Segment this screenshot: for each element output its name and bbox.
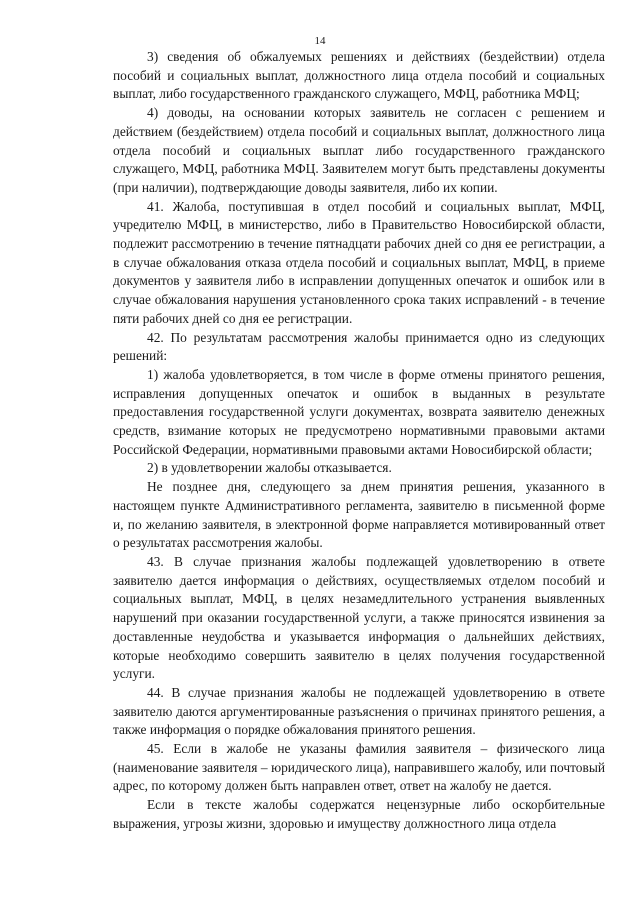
paragraph-item-4: 4) доводы, на основании которых заявитель не согласен с решением и действием (бездействием) отдела пособий и социальных выплат, должностного лица отдела пособий и социальных выплат либо государственного гражданского служащего, МФЦ, работника МФЦ. Заявителем могут быть представлены документы (при наличии), подтверждающие доводы заявителя, либо их копии. bbox=[113, 105, 605, 195]
paragraph-43: 43. В случае признания жалобы подлежащей удовлетворению в ответе заявителю дается информация о действиях, осуществляемых отделом пособий и социальных выплат, МФЦ, в целях незамедлительного устранения выявленных нарушений при оказании государственной услуги, а также приносятся извинения за доставленные неудобства и указывается информация о дальнейших действиях, которые необходимо совершить заявителю в целях получения государственной услуги. bbox=[113, 553, 605, 682]
paragraph-42-item-2: 2) в удовлетворении жалобы отказывается. bbox=[147, 460, 392, 476]
paragraph-41: 41. Жалоба, поступившая в отдел пособий и социальных выплат, МФЦ, учредителю МФЦ, в министерство, либо в Правительство Новосибирской области, подлежит рассмотрению в течение пятнадцати рабочих дней со дня ее регистрации, а в случае обжалования отказа отдела пособий и социальных выплат, МФЦ, в приеме документов у заявителя либо в исправлении допущенных опечаток и ошибок или в случае обжалования нарушения установленного срока таких исправлений - в течение пяти рабочих дней со дня ее регистрации. bbox=[113, 198, 605, 326]
paragraph-item-3: 3) сведения об обжалуемых решениях и действиях (бездействии) отдела пособий и социальных выплат, должностного лица отдела пособий и социальных выплат, либо государственного гражданского служащего, МФЦ, работника МФЦ; bbox=[113, 49, 605, 102]
paragraph-42: 42. По результатам рассмотрения жалобы принимается одно из следующих решений: bbox=[113, 329, 605, 364]
document-body bbox=[113, 48, 605, 834]
page-number: 14 bbox=[314, 35, 326, 47]
paragraph-45-continuation: Если в тексте жалобы содержатся нецензурные либо оскорбительные выражения, угрозы жизни, здоровью и имуществу должностного лица отдела bbox=[113, 797, 605, 831]
paragraph-44: 44. В случае признания жалобы не подлежащей удовлетворению в ответе заявителю даются аргументированные разъяснения о причинах принятого решения, а также информация о порядке обжалования принятого решения. bbox=[113, 684, 605, 738]
paragraph-45: 45. Если в жалобе не указаны фамилия заявителя – физического лица (наименование заявителя – юридического лица), направившего жалобу, или почтовый адрес, по которому должен быть направлен ответ, ответ на жалобу не дается. bbox=[113, 741, 605, 794]
paragraph-42-response-deadline: Не позднее дня, следующего за днем принятия решения, указанного в настоящем пункте Административного регламента, заявителю в письменной форме и, по желанию заявителя, в электронной форме направляется мотивированный ответ о результатах рассмотрения жалобы. bbox=[113, 479, 605, 551]
paragraph-42-item-1: 1) жалоба удовлетворяется, в том числе в форме отмены принятого решения, исправления допущенных опечаток и ошибок в выданных в результате предоставления государственной услуги документах, возврата заявителю денежных средств, взимание которых не предусмотрено нормативными правовыми актами Российской Федерации, нормативными правовыми актами Новосибирской области; bbox=[113, 366, 605, 457]
